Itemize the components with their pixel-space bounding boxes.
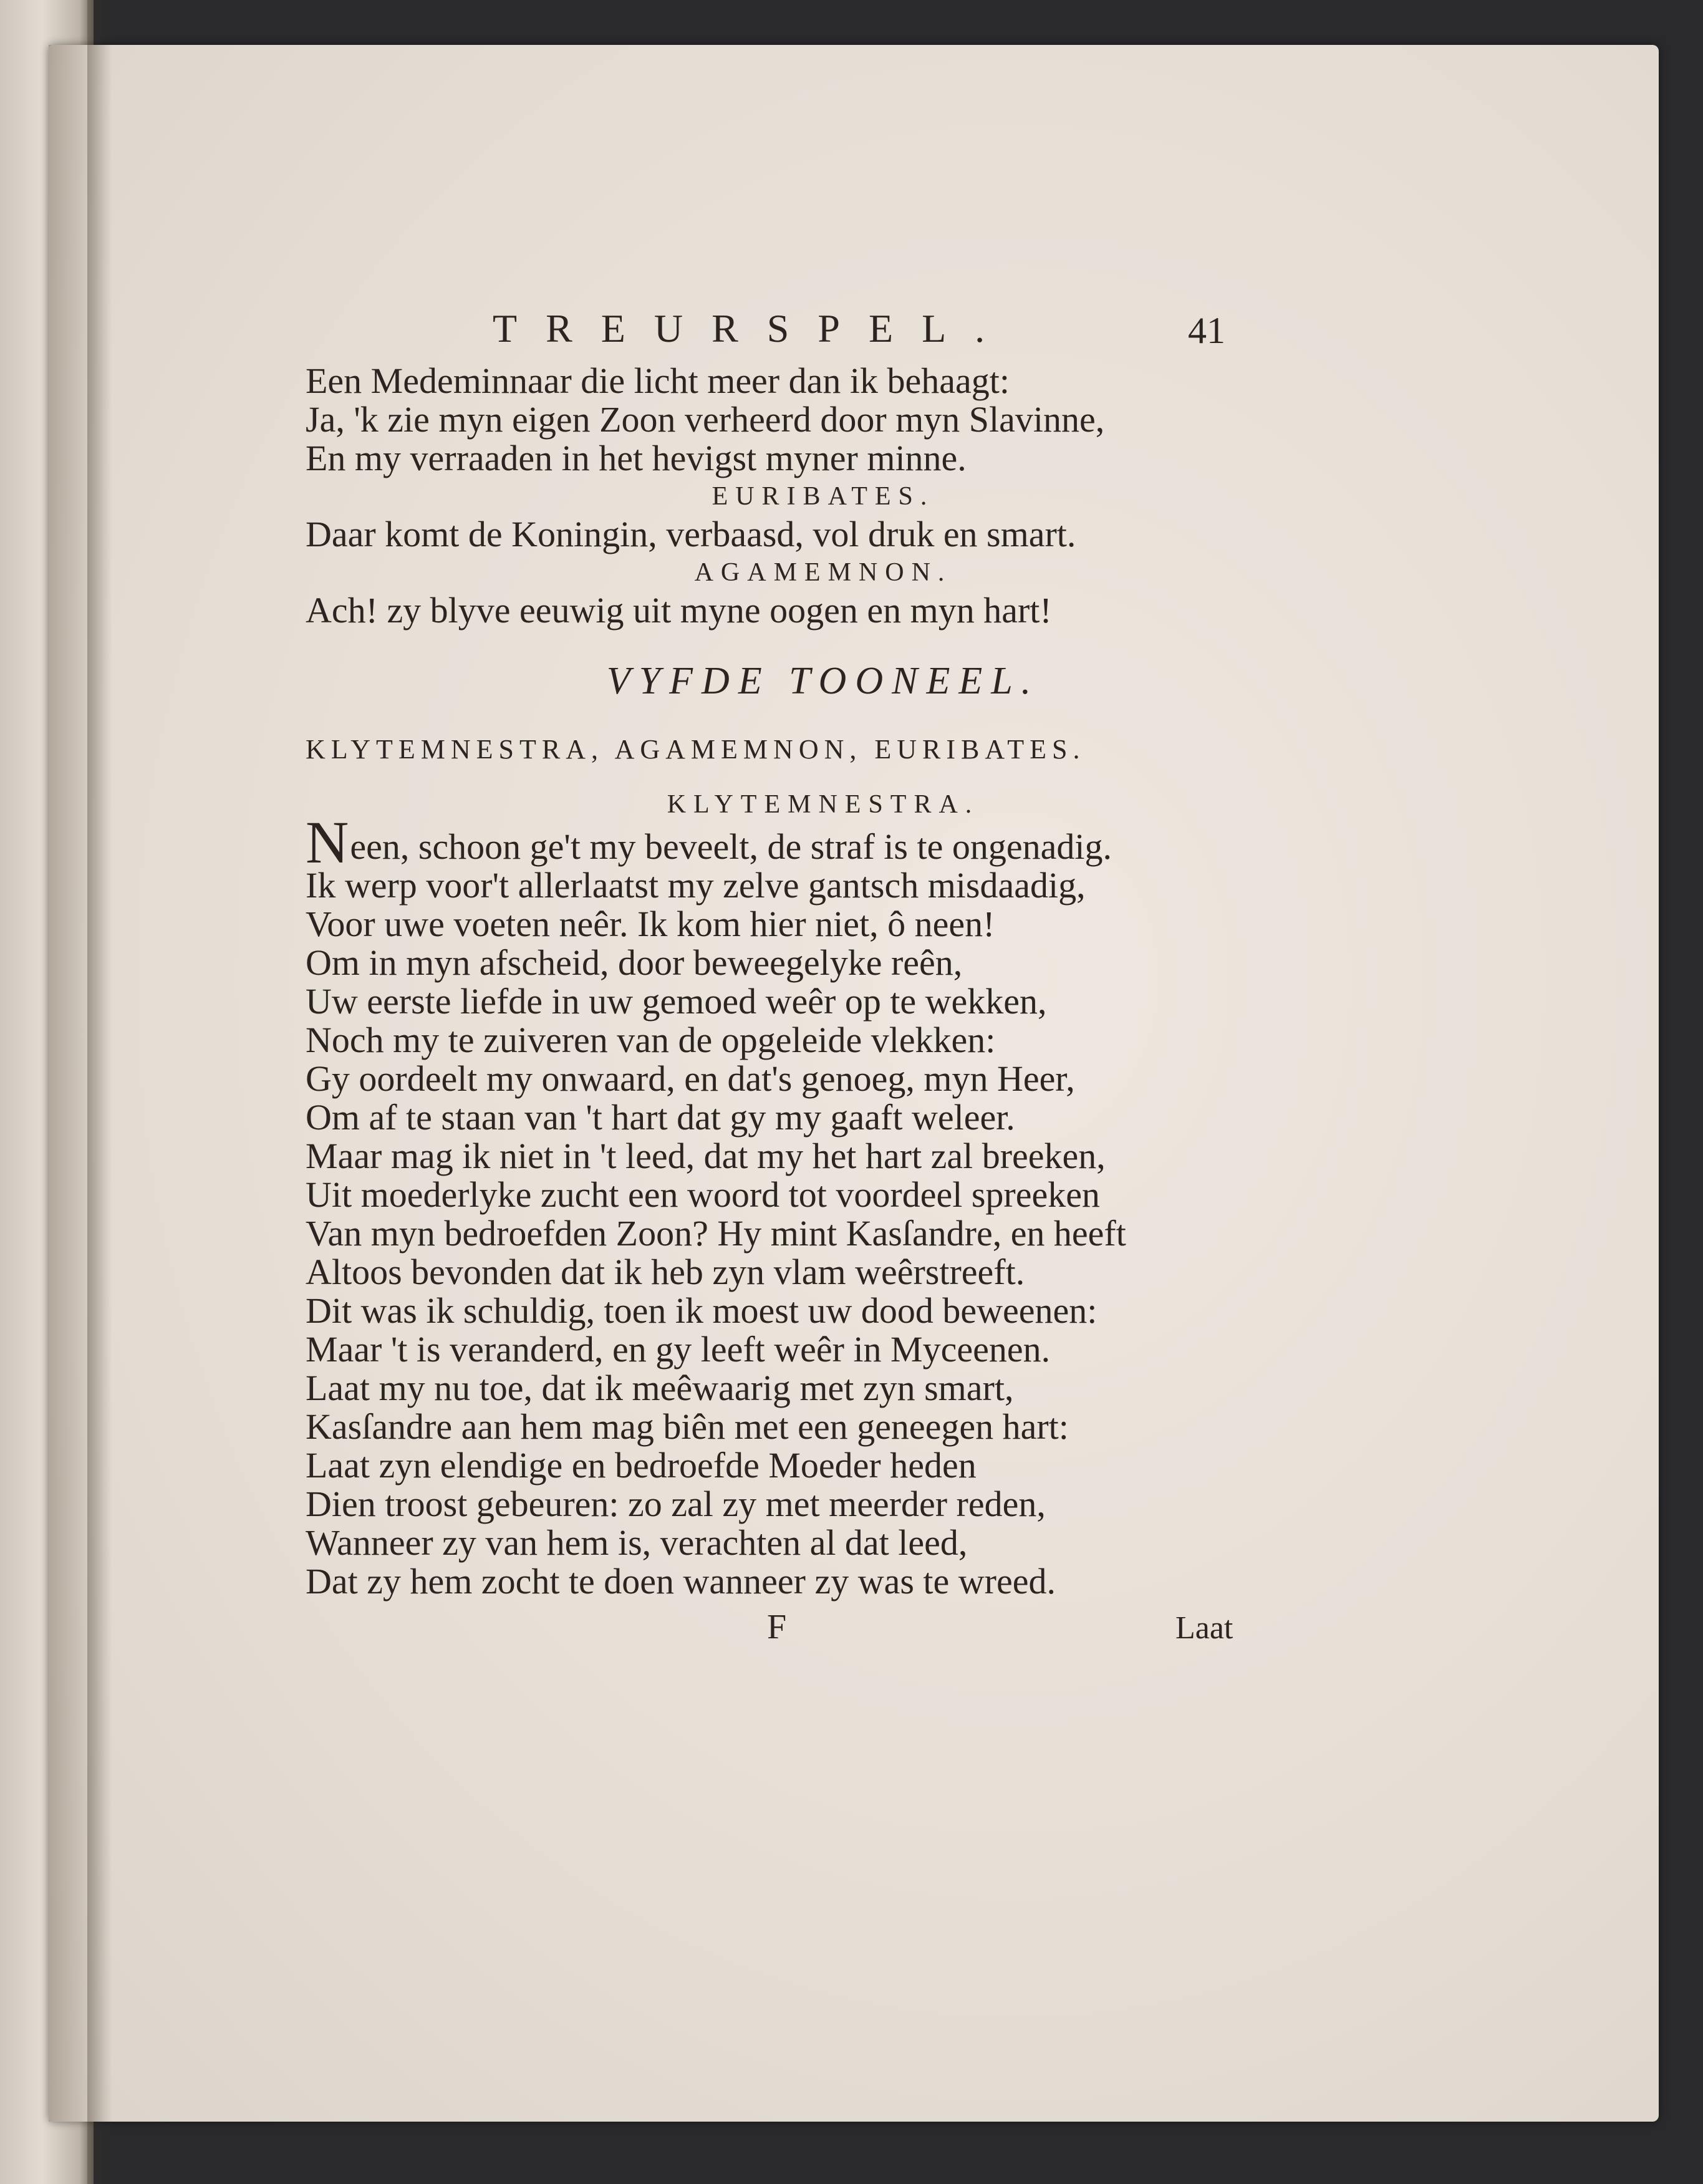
verse-line: Uit moederlyke zucht een woord tot voordeel spreeken: [306, 1174, 1100, 1215]
page-text: [306, 293, 1266, 1652]
drop-cap: N: [306, 809, 349, 876]
page-footer: [306, 1602, 1266, 1652]
verse-line: Wanneer zy van hem is, verachten al dat leed,: [306, 1522, 968, 1563]
verse-line: Kasſandre aan hem mag biên met een geneegen hart:: [306, 1406, 1069, 1447]
verse-line: Maar mag ik niet in 't leed, dat my het hart zal breeken,: [306, 1136, 1106, 1176]
verse-line: Uw eerste liefde in uw gemoed weêr op te wekken,: [306, 981, 1047, 1022]
drop-cap-line-text: een, schoon ge't my beveelt, de straf is te ongenadig.: [350, 826, 1112, 867]
verse-line: Dien troost gebeuren: zo zal zy met meerder reden,: [306, 1484, 1046, 1524]
verse-line-dropcap: [306, 809, 1266, 876]
signature-mark: F: [767, 1608, 787, 1646]
verse-line: Maar 't is veranderd, en gy leeft weêr in Myceenen.: [306, 1329, 1051, 1370]
verse-line: Ja, 'k zie myn eigen Zoon verheerd door myn Slavinne,: [306, 399, 1105, 440]
verse-line: Dat zy hem zocht te doen wanneer zy was te wreed.: [306, 1561, 1056, 1602]
verse-line: Ik werp voor't allerlaatst my zelve gantsch misdaadig,: [306, 865, 1086, 906]
running-head: [306, 293, 1266, 362]
verse-line: Altoos bevonden dat ik heb zyn vlam weêrstreeft.: [306, 1252, 1025, 1292]
speaker-klytemnestra: KLYTEMNESTRA.: [667, 790, 980, 819]
binding-shadow: [87, 0, 112, 2184]
verse-line: Laat my nu toe, dat ik meêwaarig met zyn smart,: [306, 1368, 1014, 1408]
verse-line: Gy oordeelt my onwaard, en dat's genoeg, myn Heer,: [306, 1058, 1075, 1099]
catchword: Laat: [1175, 1610, 1233, 1646]
verse-line: Een Medeminnaar die licht meer dan ik behaagt:: [306, 360, 1010, 401]
scene-title: VYFDE TOONEEL.: [606, 660, 1040, 702]
verse-line: Om in myn afscheid, door beweegelyke reên,: [306, 942, 963, 983]
verse-line: Voor uwe voeten neêr. Ik kom hier niet, ô neen!: [306, 904, 995, 944]
verse-line: Dit was ik schuldig, toen ik moest uw dood beweenen:: [306, 1290, 1098, 1331]
verse-line: Daar komt de Koningin, verbaasd, vol druk en smart.: [306, 514, 1076, 554]
speaker-euribates: EURIBATES.: [712, 482, 935, 511]
verse-line: Laat zyn elendige en bedroefde Moeder heden: [306, 1445, 977, 1486]
page-number: 41: [1188, 310, 1225, 351]
verse-line: Om af te staan van 't hart dat gy my gaaft weleer.: [306, 1097, 1015, 1138]
verse-line: En my verraaden in het hevigst myner minne.: [306, 438, 967, 478]
verse-line: Van myn bedroefden Zoon? Hy mint Kasſandre, en heeft: [306, 1213, 1126, 1254]
scene-characters: KLYTEMNESTRA, AGAMEMNON, EURIBATES.: [306, 734, 1086, 765]
verse-line: Ach! zy blyve eeuwig uit myne oogen en myn hart!: [306, 590, 1052, 631]
running-title: TREURSPEL.: [493, 306, 1014, 350]
speaker-agamemnon: AGAMEMNON.: [694, 558, 952, 587]
verse-line: Noch my te zuiveren van de opgeleide vlekken:: [306, 1020, 996, 1060]
